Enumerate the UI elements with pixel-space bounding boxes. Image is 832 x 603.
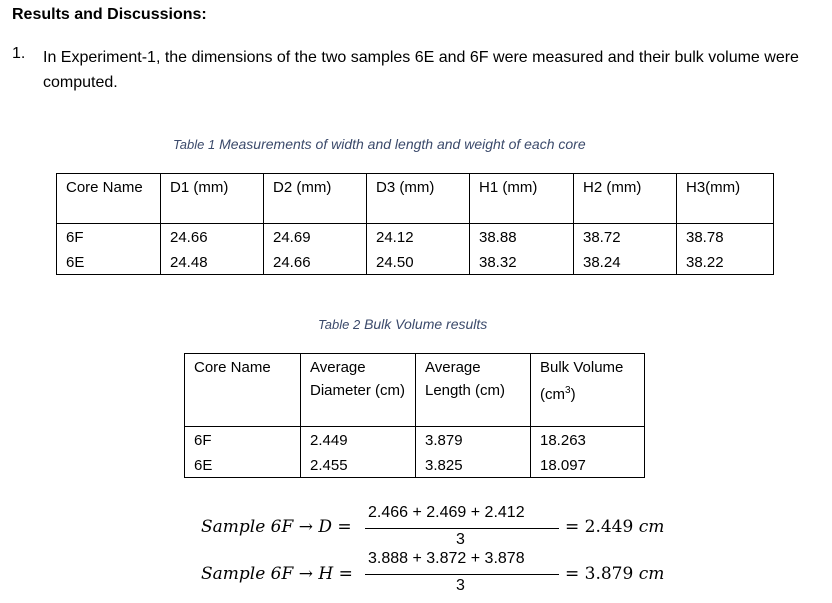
equation-lhs xyxy=(201,517,352,537)
table-cell: 18.263 xyxy=(531,427,645,453)
table-row xyxy=(185,452,645,478)
table-cell: 24.69 xyxy=(264,224,367,250)
table-cell: 38.88 xyxy=(470,224,574,250)
equation-result-value: = 3.879 xyxy=(565,564,634,584)
equation-equals: = xyxy=(338,564,353,584)
equation-denominator: 3 xyxy=(456,531,465,548)
table-cell: 38.22 xyxy=(677,249,774,275)
list-item-text: In Experiment-1, the dimensions of the two samples 6E and 6F were measured and their bulk volume were computed. xyxy=(43,49,799,91)
header-cell: H3(mm) xyxy=(677,174,774,224)
table1-caption-prefix: Table 1 xyxy=(173,137,216,152)
table-cell: 3.879 xyxy=(416,427,531,453)
header-cell: D1 (mm) xyxy=(161,174,264,224)
list-item-number: 1. xyxy=(12,45,26,62)
header-cell: D3 (mm) xyxy=(367,174,470,224)
table-header-row xyxy=(185,354,645,427)
equation-sample-label: Sample 6F xyxy=(201,564,294,584)
equation-variable: D xyxy=(318,517,332,537)
header-cell: Average Length (cm) xyxy=(416,354,531,427)
header-bulk-volume-suffix: ) xyxy=(570,386,576,403)
header-cell: D2 (mm) xyxy=(264,174,367,224)
table2-caption-text: Bulk Volume results xyxy=(364,316,488,332)
section-heading: Results and Discussions: xyxy=(12,6,207,23)
table-cell: 24.66 xyxy=(161,224,264,250)
table-cell: 6E xyxy=(185,452,301,478)
table-cell: 6F xyxy=(57,224,161,250)
equation-unit: cm xyxy=(638,564,665,584)
equation-unit: cm xyxy=(638,517,665,537)
equation-variable: H xyxy=(318,564,334,584)
arrow-icon: → xyxy=(298,517,313,537)
fraction-bar xyxy=(365,528,559,529)
table-cell: 24.66 xyxy=(264,249,367,275)
header-cell: H1 (mm) xyxy=(470,174,574,224)
table2-caption-prefix: Table 2 xyxy=(318,317,361,332)
header-cell: Average Diameter (cm) xyxy=(301,354,416,427)
header-cell: Core Name xyxy=(57,174,161,224)
header-bulk-volume-prefix: Bulk Volume (cm xyxy=(540,359,624,403)
equation-result xyxy=(565,517,664,537)
table-cell: 38.24 xyxy=(574,249,677,275)
fraction-bar xyxy=(365,574,559,575)
table2-caption xyxy=(318,316,487,332)
table-row xyxy=(57,249,774,275)
table1-caption xyxy=(173,136,586,152)
table-row xyxy=(185,427,645,453)
equation-numerator: 3.888 + 3.872 + 3.878 xyxy=(368,550,525,567)
measurements-table xyxy=(56,173,774,275)
table-header-row xyxy=(57,174,774,224)
header-cell: H2 (mm) xyxy=(574,174,677,224)
equation-result-value: = 2.449 xyxy=(565,517,634,537)
bulk-volume-table xyxy=(184,353,645,478)
table-cell: 38.72 xyxy=(574,224,677,250)
equation-sample-label: Sample 6F xyxy=(201,517,294,537)
header-cell xyxy=(531,354,645,427)
header-cell: Core Name xyxy=(185,354,301,427)
table-cell: 6F xyxy=(185,427,301,453)
table-cell: 6E xyxy=(57,249,161,275)
table-cell: 2.455 xyxy=(301,452,416,478)
arrow-icon: → xyxy=(298,564,313,584)
equation-lhs xyxy=(201,564,353,584)
equation-equals: = xyxy=(337,517,352,537)
table-cell: 24.48 xyxy=(161,249,264,275)
table-cell: 38.32 xyxy=(470,249,574,275)
table-cell: 24.12 xyxy=(367,224,470,250)
equation-result xyxy=(565,564,664,584)
table1-caption-text: Measurements of width and length and weight of each core xyxy=(219,136,586,152)
table-cell: 38.78 xyxy=(677,224,774,250)
table-cell: 24.50 xyxy=(367,249,470,275)
table-cell: 18.097 xyxy=(531,452,645,478)
table-cell: 2.449 xyxy=(301,427,416,453)
equation-denominator: 3 xyxy=(456,577,465,594)
table-cell: 3.825 xyxy=(416,452,531,478)
header-bulk-volume-sup: 3 xyxy=(565,385,571,396)
equation-numerator: 2.466 + 2.469 + 2.412 xyxy=(368,504,525,521)
table-row xyxy=(57,224,774,250)
